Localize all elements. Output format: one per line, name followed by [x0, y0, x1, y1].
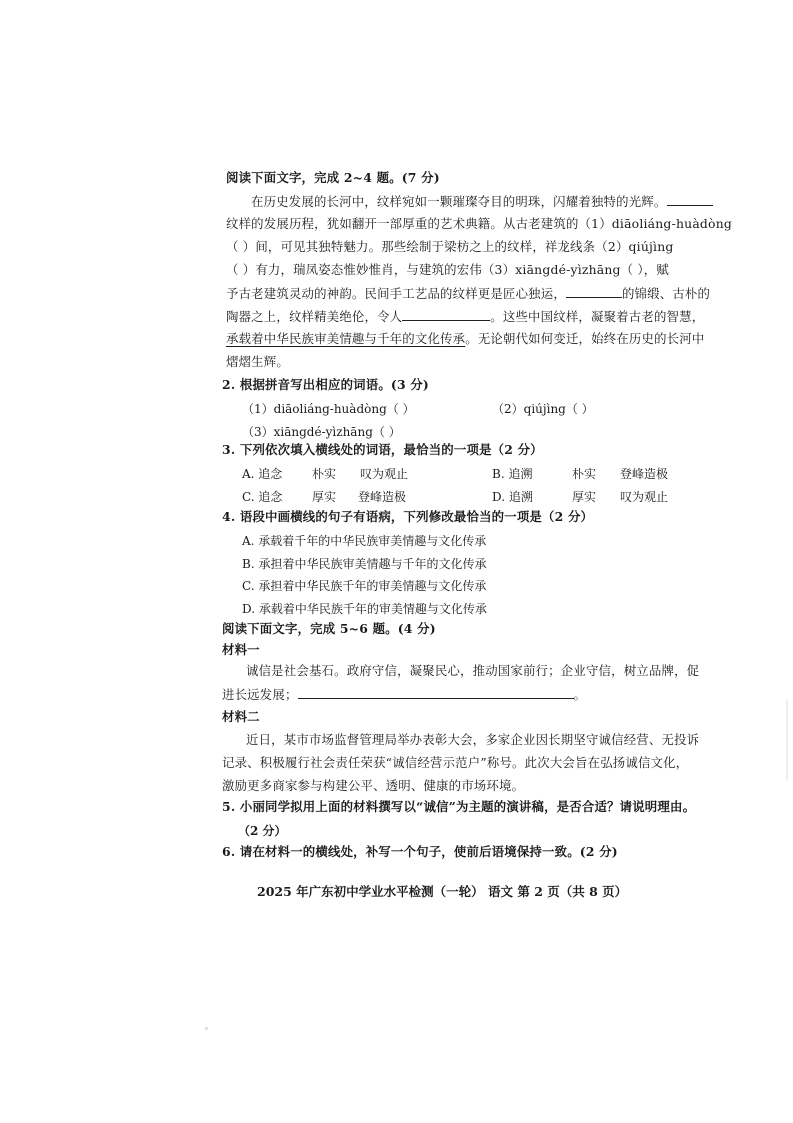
passage-line-2: 纹样的发展历程，犹如翻开一部厚重的艺术典籍。从古老建筑的（1）diāoliáng-huàdòng: [226, 216, 733, 231]
question-4-stem: 4. 语段中画横线的句子有语病，下列修改最恰当的一项是（2 分）: [222, 509, 594, 524]
section-intro-1: 阅读下面文字，完成 2~4 题。(7 分): [226, 170, 440, 185]
option-label: D. 追溯: [492, 490, 533, 504]
option-word: 朴实: [572, 467, 597, 481]
option-word: 厚实: [572, 490, 597, 504]
material-2-title: 材料二: [222, 709, 260, 724]
option-word: 登峰造极: [358, 490, 407, 504]
option-label: B. 追溯: [492, 467, 533, 481]
question-3-option-c: [242, 488, 407, 505]
question-3-option-d: [492, 488, 669, 505]
option-word: 朴实: [312, 467, 337, 481]
material-text: 。: [573, 687, 587, 702]
passage-line-8: 熠熠生辉。: [226, 354, 289, 369]
question-6-stem: 6. 请在材料一的横线处，补写一个句子，使前后语境保持一致。(2 分): [222, 844, 618, 859]
question-4-option-c: C. 承担着中华民族千年的审美情趣与文化传承: [242, 579, 487, 593]
passage-line-6: [226, 308, 705, 325]
material-text: 进长远发展；: [222, 687, 298, 702]
passage-line-3: （ ）间，可见其独特魅力。那些绘制于梁枋之上的纹样，祥龙线条（2）qiújìng: [226, 239, 674, 254]
question-4-option-a: A. 承载着千年的中华民族审美情趣与文化传承: [242, 534, 487, 548]
material-2-line-2: 记录、积极履行社会责任荣获“诚信经营示范户”称号。此次大会旨在弘扬诚信文化，: [222, 755, 689, 770]
material-1-line-1: 诚信是社会基石。政府守信，凝聚民心，推动国家前行；企业守信，树立品牌，促: [246, 663, 700, 678]
passage-text: 在历史发展的长河中，纹样宛如一颗璀璨夺目的明珠，闪耀着独特的光辉。: [251, 194, 667, 209]
question-5-score: （2 分）: [238, 824, 287, 838]
question-2-item-3: （3）xiāngdé-yìzhāng（ ）: [242, 425, 401, 439]
passage-line-4: （ ）有力，瑞凤姿态惟妙惟肖，与建筑的宏伟（3）xiāngdé-yìzhāng（ ），赋: [226, 262, 669, 277]
fill-blank-1: [667, 193, 713, 206]
question-3-option-b: [492, 465, 669, 482]
passage-text: 予古老建筑灵动的神韵。民间手工艺品的纹样更是匠心独运，: [226, 286, 566, 301]
passage-line-5: [226, 285, 711, 302]
passage-text: 。这些中国纹样，凝聚着古老的智慧，: [490, 309, 705, 324]
material-2-line-1: 近日，某市市场监督管理局举办表彰大会，多家企业因长期坚守诚信经营、无投诉: [246, 732, 700, 747]
question-4-option-d: D. 承载着中华民族千年的审美情趣与文化传承: [242, 602, 487, 616]
fill-blank-3: [402, 308, 490, 321]
underlined-sentence: 承载着中华民族审美情趣与千年的文化传承: [226, 331, 466, 346]
material-1-title: 材料一: [222, 642, 260, 657]
scan-artifact: [786, 700, 788, 780]
fill-blank-2: [566, 285, 622, 298]
question-3-stem: 3. 下列依次填入横线处的词语，最恰当的一项是（2 分）: [222, 442, 543, 457]
question-2-item-1: （1）diāoliáng-huàdòng（ ）: [242, 402, 415, 416]
question-3-option-a: [242, 465, 409, 482]
option-word: 叹为观止: [360, 467, 409, 481]
passage-text: 。无论朝代如何变迁，始终在历史的长河中: [465, 331, 705, 346]
option-word: 叹为观止: [620, 490, 669, 504]
passage-text: 陶器之上，纹样精美绝伦，令人: [226, 309, 403, 324]
option-label: A. 追念: [242, 467, 283, 481]
material-1-line-2: [222, 686, 694, 703]
page-footer: 2025 年广东初中学业水平检测（一轮） 语文 第 2 页（共 8 页）: [257, 884, 628, 899]
question-2-item-2: （2）qiújìng（ ）: [492, 402, 594, 416]
passage-text: 的锦缎、古朴的: [621, 286, 711, 301]
question-4-option-b: B. 承担着中华民族审美情趣与千年的文化传承: [242, 557, 487, 571]
scan-artifact: [205, 1027, 208, 1030]
option-label: C. 追念: [242, 490, 283, 504]
option-word: 厚实: [312, 490, 337, 504]
section-intro-2: 阅读下面文字，完成 5~6 题。(4 分): [222, 621, 436, 636]
material-2-line-3: 激励更多商家参与构建公平、透明、健康的市场环境。: [222, 778, 525, 793]
question-2-stem: 2. 根据拼音写出相应的词语。(3 分): [222, 377, 429, 392]
passage-line-1: [251, 193, 667, 210]
question-5-stem: 5. 小丽同学拟用上面的材料撰写以“诚信”为主题的演讲稿，是否合适？请说明理由。: [222, 799, 696, 814]
passage-line-7: [226, 331, 705, 347]
fill-blank-4: [298, 686, 574, 699]
option-word: 登峰造极: [620, 467, 669, 481]
